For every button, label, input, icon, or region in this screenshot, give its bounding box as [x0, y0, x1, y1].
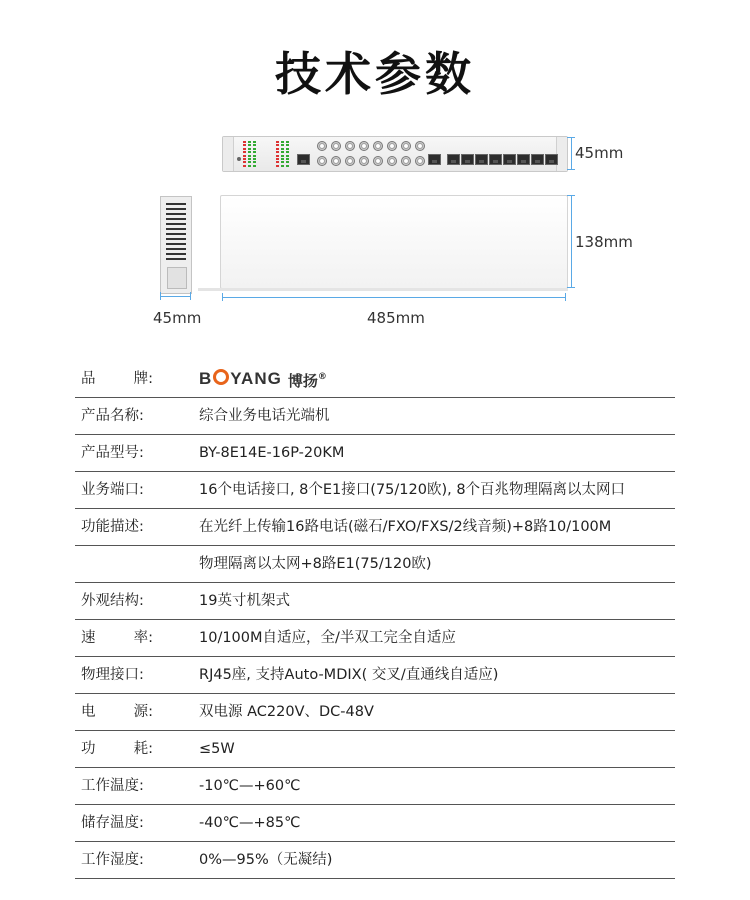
status-led [243, 148, 246, 150]
bnc-connector-icon [401, 141, 411, 151]
status-led [243, 155, 246, 157]
status-led [253, 148, 256, 150]
bnc-connector-icon [387, 156, 397, 166]
brand-logo-letters: YANG [230, 369, 282, 388]
vent-slot [166, 228, 186, 230]
vent-slot [166, 223, 186, 225]
device-top-view-base [198, 288, 568, 291]
spec-value: 在光纤上传输16路电话(磁石/FXO/FXS/2线音频)+8路10/100M [199, 519, 612, 535]
spec-value: 19英寸机架式 [199, 593, 290, 609]
spec-value: 物理隔离以太网+8路E1(75/120欧) [199, 556, 432, 572]
status-led [286, 148, 289, 150]
ethernet-port-icon [461, 154, 474, 165]
dimension-tick [565, 293, 566, 301]
status-led [276, 165, 279, 167]
status-led [281, 155, 284, 157]
spec-label: 功能描述: [81, 519, 144, 535]
status-led [286, 144, 289, 146]
status-led [243, 165, 246, 167]
ethernet-port-icon [447, 154, 460, 165]
status-led [276, 158, 279, 160]
status-led [276, 144, 279, 146]
status-led [248, 155, 251, 157]
status-led [281, 148, 284, 150]
registered-mark: ® [317, 372, 327, 382]
spec-row [75, 435, 675, 472]
spec-row [75, 805, 675, 842]
spec-label-char: 电 [81, 704, 96, 720]
spec-label-char: 源: [133, 704, 153, 720]
front-height-label: 45mm [575, 144, 624, 162]
dimension-tick [160, 292, 161, 300]
status-led [281, 158, 284, 160]
spec-label [81, 361, 153, 397]
dimension-tick [222, 293, 223, 301]
spec-label-char: 牌: [133, 371, 153, 387]
bnc-connector-icon [415, 141, 425, 151]
status-led [276, 148, 279, 150]
vent-slot [166, 213, 186, 215]
spec-value: 16个电话接口, 8个E1接口(75/120欧), 8个百兆物理隔离以太网口 [199, 482, 626, 498]
vent-slot [166, 258, 186, 260]
bnc-connector-icon [331, 141, 341, 151]
spec-row-continuation [75, 546, 675, 583]
page-title: 技术参数 [275, 47, 475, 101]
spec-row [75, 398, 675, 435]
status-led [253, 161, 256, 163]
status-led [248, 161, 251, 163]
brand-logo [199, 361, 327, 397]
ethernet-port-icon [475, 154, 488, 165]
spec-value: 0%—95%（无凝结) [199, 852, 333, 868]
bnc-connector-icon [317, 141, 327, 151]
bnc-connector-icon [373, 141, 383, 151]
spec-label-char: 速 [81, 630, 96, 646]
status-led [253, 144, 256, 146]
status-led [253, 155, 256, 157]
bnc-connector-icon [415, 156, 425, 166]
status-led [276, 161, 279, 163]
vent-slot [166, 203, 186, 205]
dimension-tick [567, 195, 575, 196]
ethernet-port-icon [531, 154, 544, 165]
status-led [253, 158, 256, 160]
brand-logo-cn [288, 359, 327, 399]
device-front-view [222, 136, 568, 172]
width-label: 485mm [367, 309, 425, 327]
status-led [248, 165, 251, 167]
spec-row [75, 620, 675, 657]
spec-label [81, 694, 153, 730]
depth-dimension-line [571, 195, 572, 288]
status-led [253, 141, 256, 143]
status-led [276, 155, 279, 157]
spec-label: 产品型号: [81, 445, 144, 461]
status-led [276, 151, 279, 153]
status-led [248, 144, 251, 146]
spec-row-brand [75, 361, 675, 398]
ethernet-port-icon [517, 154, 530, 165]
spec-label: 储存温度: [81, 815, 144, 831]
spec-value: -10℃—+60℃ [199, 778, 301, 794]
spec-label: 产品名称: [81, 408, 144, 424]
vent-slot [166, 243, 186, 245]
spec-row [75, 731, 675, 768]
bnc-connector-icon [359, 141, 369, 151]
spec-row [75, 509, 675, 546]
dimension-tick [567, 137, 575, 138]
status-led [286, 165, 289, 167]
status-led [243, 144, 246, 146]
spec-label-char: 率: [133, 630, 153, 646]
spec-value: -40℃—+85℃ [199, 815, 301, 831]
device-top-view [220, 195, 568, 289]
ethernet-port-icon [545, 154, 558, 165]
vent-slot [166, 233, 186, 235]
status-led [276, 141, 279, 143]
spec-label [81, 731, 153, 767]
spec-value: BY-8E14E-16P-20KM [199, 445, 345, 461]
spec-label: 外观结构: [81, 593, 144, 609]
status-led [248, 148, 251, 150]
bnc-connector-icon [345, 156, 355, 166]
spec-label-char: 功 [81, 741, 96, 757]
ethernet-port-icon [503, 154, 516, 165]
height-dimension-line [571, 137, 572, 170]
bnc-connector-icon [331, 156, 341, 166]
depth-label: 138mm [575, 233, 633, 251]
vent-slot [166, 253, 186, 255]
status-led [248, 141, 251, 143]
status-led [253, 165, 256, 167]
spec-label [81, 620, 153, 656]
spec-label-char: 耗: [133, 741, 153, 757]
dimension-tick [567, 287, 575, 288]
status-led [286, 161, 289, 163]
side-width-dimension-line [160, 296, 191, 297]
status-led [286, 158, 289, 160]
dimension-tick [190, 292, 191, 300]
status-led [281, 141, 284, 143]
bnc-connector-icon [387, 141, 397, 151]
status-led [243, 158, 246, 160]
spec-row [75, 583, 675, 620]
spec-label: 业务端口: [81, 482, 144, 498]
status-led [286, 151, 289, 153]
side-bracket [167, 267, 187, 289]
console-port-icon [297, 154, 310, 165]
vent-slot [166, 238, 186, 240]
status-led [248, 151, 251, 153]
status-led [286, 155, 289, 157]
spec-table [75, 361, 675, 879]
bnc-connector-icon [317, 156, 327, 166]
brand-logo-text [199, 361, 282, 397]
vent-slot [166, 248, 186, 250]
spec-row [75, 842, 675, 879]
panel-marking [237, 157, 241, 161]
status-led [281, 144, 284, 146]
status-led [281, 151, 284, 153]
bnc-connector-icon [373, 156, 383, 166]
status-led [281, 161, 284, 163]
spec-row [75, 768, 675, 805]
spec-row [75, 472, 675, 509]
ethernet-port-icon [489, 154, 502, 165]
status-led [243, 141, 246, 143]
spec-label: 工作温度: [81, 778, 144, 794]
spec-label-char: 品 [81, 371, 96, 387]
brand-cn-text: 博扬 [287, 372, 318, 390]
brand-logo-o-mark [213, 369, 229, 385]
status-led [281, 165, 284, 167]
vent-slot [166, 208, 186, 210]
spec-value: ≤5W [199, 741, 235, 757]
status-led [248, 158, 251, 160]
device-side-view [160, 196, 192, 294]
spec-label: 工作湿度: [81, 852, 144, 868]
width-dimension-line [222, 297, 566, 298]
bnc-connector-icon [345, 141, 355, 151]
uplink-port-icon [428, 154, 441, 165]
vent-slot [166, 218, 186, 220]
spec-value: RJ45座, 支持Auto-MDIX( 交叉/直通线自适应) [199, 667, 499, 683]
status-led [253, 151, 256, 153]
dimension-tick [567, 169, 575, 170]
spec-value: 双电源 AC220V、DC-48V [199, 704, 374, 720]
rack-ear-left [223, 137, 234, 171]
spec-value: 综合业务电话光端机 [199, 408, 330, 424]
spec-value: 10/100M自适应，全/半双工完全自适应 [199, 630, 456, 646]
spec-label: 物理接口: [81, 667, 144, 683]
status-led [243, 161, 246, 163]
side-width-label: 45mm [153, 309, 202, 327]
status-led [243, 151, 246, 153]
status-led [286, 141, 289, 143]
bnc-connector-icon [359, 156, 369, 166]
brand-logo-letter: B [199, 369, 213, 388]
bnc-connector-icon [401, 156, 411, 166]
spec-row [75, 694, 675, 731]
spec-label [81, 546, 161, 582]
spec-row [75, 657, 675, 694]
